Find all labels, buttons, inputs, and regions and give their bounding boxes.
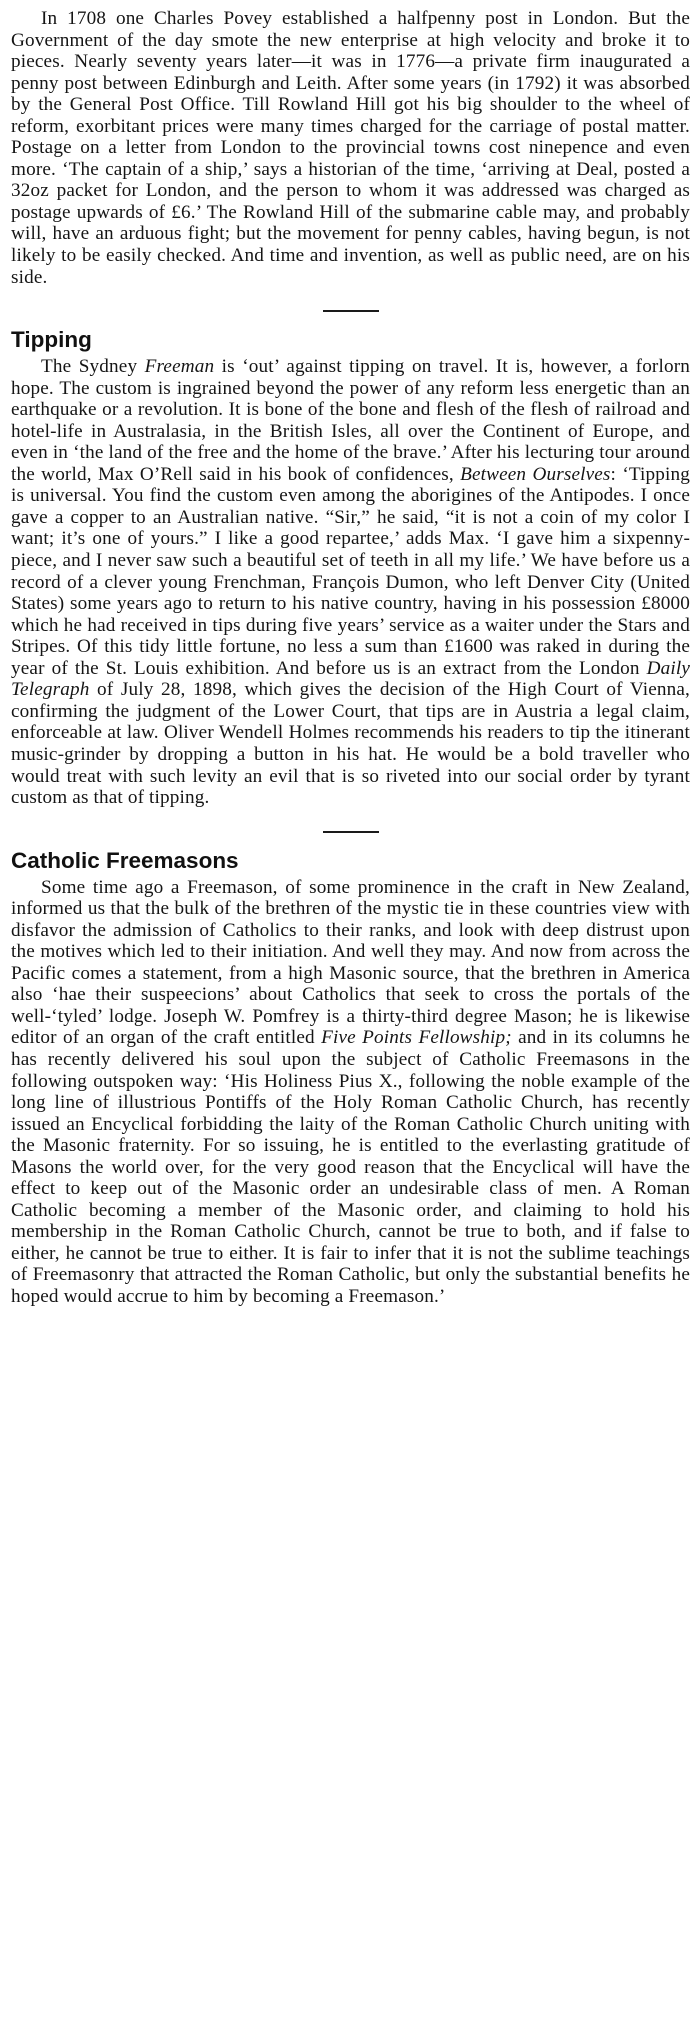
tipping-heading: Tipping [11,327,92,353]
tipping-text-4: of July 28, 1898, which gives the decision of the High Court of Vienna, confirming the judgment of the Lower Court, that tips are in Austria a legal claim, enforceable at law. Oliver Wendell Holmes recommends his readers to tip the itinerant music-grinder by dropping a button in his hat. He would be a bold traveller who would treat with such levity an evil that is so riveted into our social order by tyrant custom as that of tipping. [11,679,690,809]
catholic-freemasons-paragraph [11,877,690,1308]
tipping-text-2: is ‘out’ against tipping on travel. It is, however, a forlorn hope. The custom is ingrained beyond the power of any reform less energetic than an earthquake or a revolution. It is bone of the bone and flesh of the flesh of railroad and hotel-life in Australasia, in the British Isles, all over the Continent of Europe, and even in ‘the land of the free and the home of the brave.’ After his lecturing tour around the world, Max O’Rell said in his book of confidences, [11,356,690,485]
intro-paragraph: In 1708 one Charles Povey established a halfpenny post in London. But the Government of the day smote the new enterprise at high velocity and broke it to pieces. Nearly seventy years later—it was in 1776—a private firm inaugurated a penny post between Edinburgh and Leith. After some years (in 1792) it was absorbed by the General Post Office. Till Rowland Hill got his big shoulder to the wheel of reform, exorbitant prices were many times charged for the carriage of postal matter. Postage on a letter from London to the provincial towns cost ninepence and even more. ‘The captain of a ship,’ says a historian of the time, ‘arriving at Deal, posted a 32oz packet for London, and the person to whom it was addressed was charged as postage upwards of £6.’ The Rowland Hill of the submarine cable may, and probably will, have an arduous fight; but the movement for penny cables, having begun, is not likely to be easily checked. And time and invention, as well as public need, are on his side. [11,8,690,288]
section-divider [323,831,379,833]
catholic-text-2: and in its columns he has recently delivered his soul upon the subject of Catholic Freemasons in the following outspoken way: ‘His Holiness Pius X., following the noble example of the long line of illustrious Pontiffs of the Holy Roman Catholic Church, has recently issued an Encyclical forbidding the laity of the Roman Catholic Church uniting with the Masonic fraternity. For so issuing, he is entitled to the everlasting gratitude of Masons the world over, for the very good reason that the Encyclical will have the effect to keep out of the Masonic order an undesirable class of men. A Roman Catholic becoming a member of the Masonic order, and claiming to hold his membership in the Roman Catholic Church, cannot be true to both, and if false to either, he cannot be true to either. It is fair to infer that it is not the sublime teachings of Freemasonry that attracted the Roman Catholic, but only the substantial benefits he hoped would accrue to him by becoming a Freemason.’ [11,1027,690,1307]
catholic-text-1: Some time ago a Freemason, of some prominence in the craft in New Zealand, informed us that the bulk of the brethren of the mystic tie in these countries view with disfavor the admission of Catholics to their ranks, and look with deep distrust upon the motives which led to their initiation. And well they may. And now from across the Pacific comes a statement, from a high Masonic source, that the brethren in America also ‘hae their suspeecions’ about Catholics that seek to cross the portals of the well-‘tyled’ lodge. Joseph W. Pomfrey is a thirty-third degree Mason; he is likewise editor of an organ of the craft entitled [11,876,690,1049]
five-points-fellowship-title: Five Points Fellowship; [321,1027,512,1049]
section-divider [323,310,379,312]
catholic-freemasons-heading: Catholic Freemasons [11,847,239,873]
daily-telegraph-title: Daily Telegraph [11,657,690,701]
tipping-paragraph [11,356,690,808]
freeman-title: Freeman [144,356,215,378]
tipping-text-3: : ‘Tipping is universal. You find the custom even among the aborigines of the Antipodes. I once gave a copper to an Australian native. “Sir,” he said, “it is not a coin of my color I want; it’s one of yours.” I like a good repartee,’ adds Max. ‘I gave him a sixpenny-piece, and I never saw such a beautiful set of teeth in all my life.’ We have before us a record of a clever young Frenchman, François Dumon, who left Denver City (United States) some years ago to return to his native country, having in his possession £8000 which he had received in tips during five years’ service as a waiter under the Stars and Stripes. Of this tidy little fortune, no less a sum than £1600 was raked in during the year of the St. Louis exhibition. And before us is an extract from the London [11,463,690,679]
between-ourselves-title: Between Ourselves [460,463,611,485]
tipping-text-1: The Sydney [41,356,145,378]
